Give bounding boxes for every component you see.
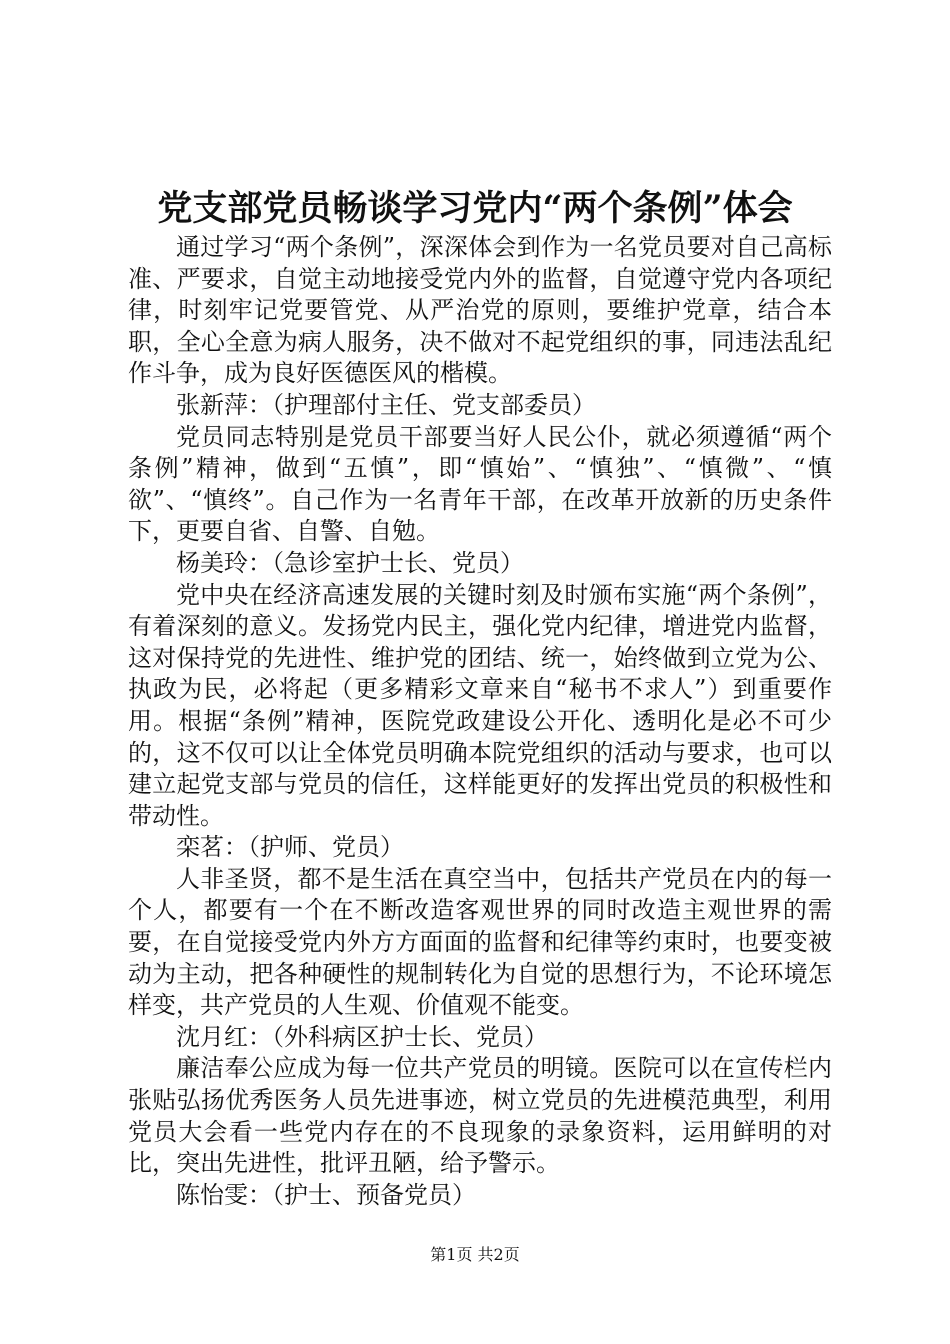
body-paragraph: 党员同志特别是党员干部要当好人民公仆，就必须遵循“两个条例”精神，做到“五慎”，即“慎始”、“慎独”、“慎微”、“慎欲”、“慎终”。自己作为一名青年干部，在改革开放新的历史条件下，更要自省、自警、自勉。 <box>128 422 832 546</box>
author-line: 沈月红：（外科病区护士长、党员） <box>176 1022 548 1051</box>
body-paragraph: 廉洁奉公应成为每一位共产党员的明镜。医院可以在宣传栏内张贴弘扬优秀医务人员先进事迹，树立党员的先进模范典型，利用党员大会看一些党内存在的不良现象的录象资料，运用鲜明的对比，突出先进性，批评丑陋，给予警示。 <box>128 1054 832 1178</box>
body-paragraph: 人非圣贤，都不是生活在真空当中，包括共产党员在内的每一个人，都要有一个在不断改造客观世界的同时改造主观世界的需要，在自觉接受党内外方方面面的监督和纪律等约束时，也要变被动为主动，把各种硬性的规制转化为自觉的思想行为，不论环境怎样变，共产党员的人生观、价值观不能变。 <box>128 864 832 1020</box>
body-paragraph: 通过学习“两个条例”，深深体会到作为一名党员要对自己高标准、严要求，自觉主动地接受党内外的监督，自觉遵守党内各项纪律，时刻牢记党要管党、从严治党的原则，要维护党章，结合本职，全心全意为病人服务，决不做对不起党组织的事，同违法乱纪作斗争，成为良好医德医风的楷模。 <box>128 233 832 388</box>
author-line: 张新萍：（护理部付主任、党支部委员） <box>176 390 596 419</box>
author-line: 陈怡雯：（护士、预备党员） <box>176 1180 476 1209</box>
document-title: 党支部党员畅谈学习党内“两个条例”体会 <box>157 188 793 229</box>
document-body <box>128 232 832 1211</box>
page-footer: 第1页 共2页 <box>430 1245 520 1264</box>
body-paragraph: 党中央在经济高速发展的关键时刻及时颁布实施“两个条例”，有着深刻的意义。发扬党内民主，强化党内纪律，增进党内监督，这对保持党的先进性、维护党的团结、统一，始终做到立党为公、执政为民，必将起（更多精彩文章来自“秘书不求人”）到重要作用。根据“条例”精神，医院党政建设公开化、透明化是必不可少的，这不仅可以让全体党员明确本院党组织的活动与要求，也可以建立起党支部与党员的信任，这样能更好的发挥出党员的积极性和带动性。 <box>128 580 832 830</box>
author-line: 栾茗：（护师、党员） <box>176 833 404 862</box>
author-line: 杨美玲：（急诊室护士长、党员） <box>176 548 524 577</box>
